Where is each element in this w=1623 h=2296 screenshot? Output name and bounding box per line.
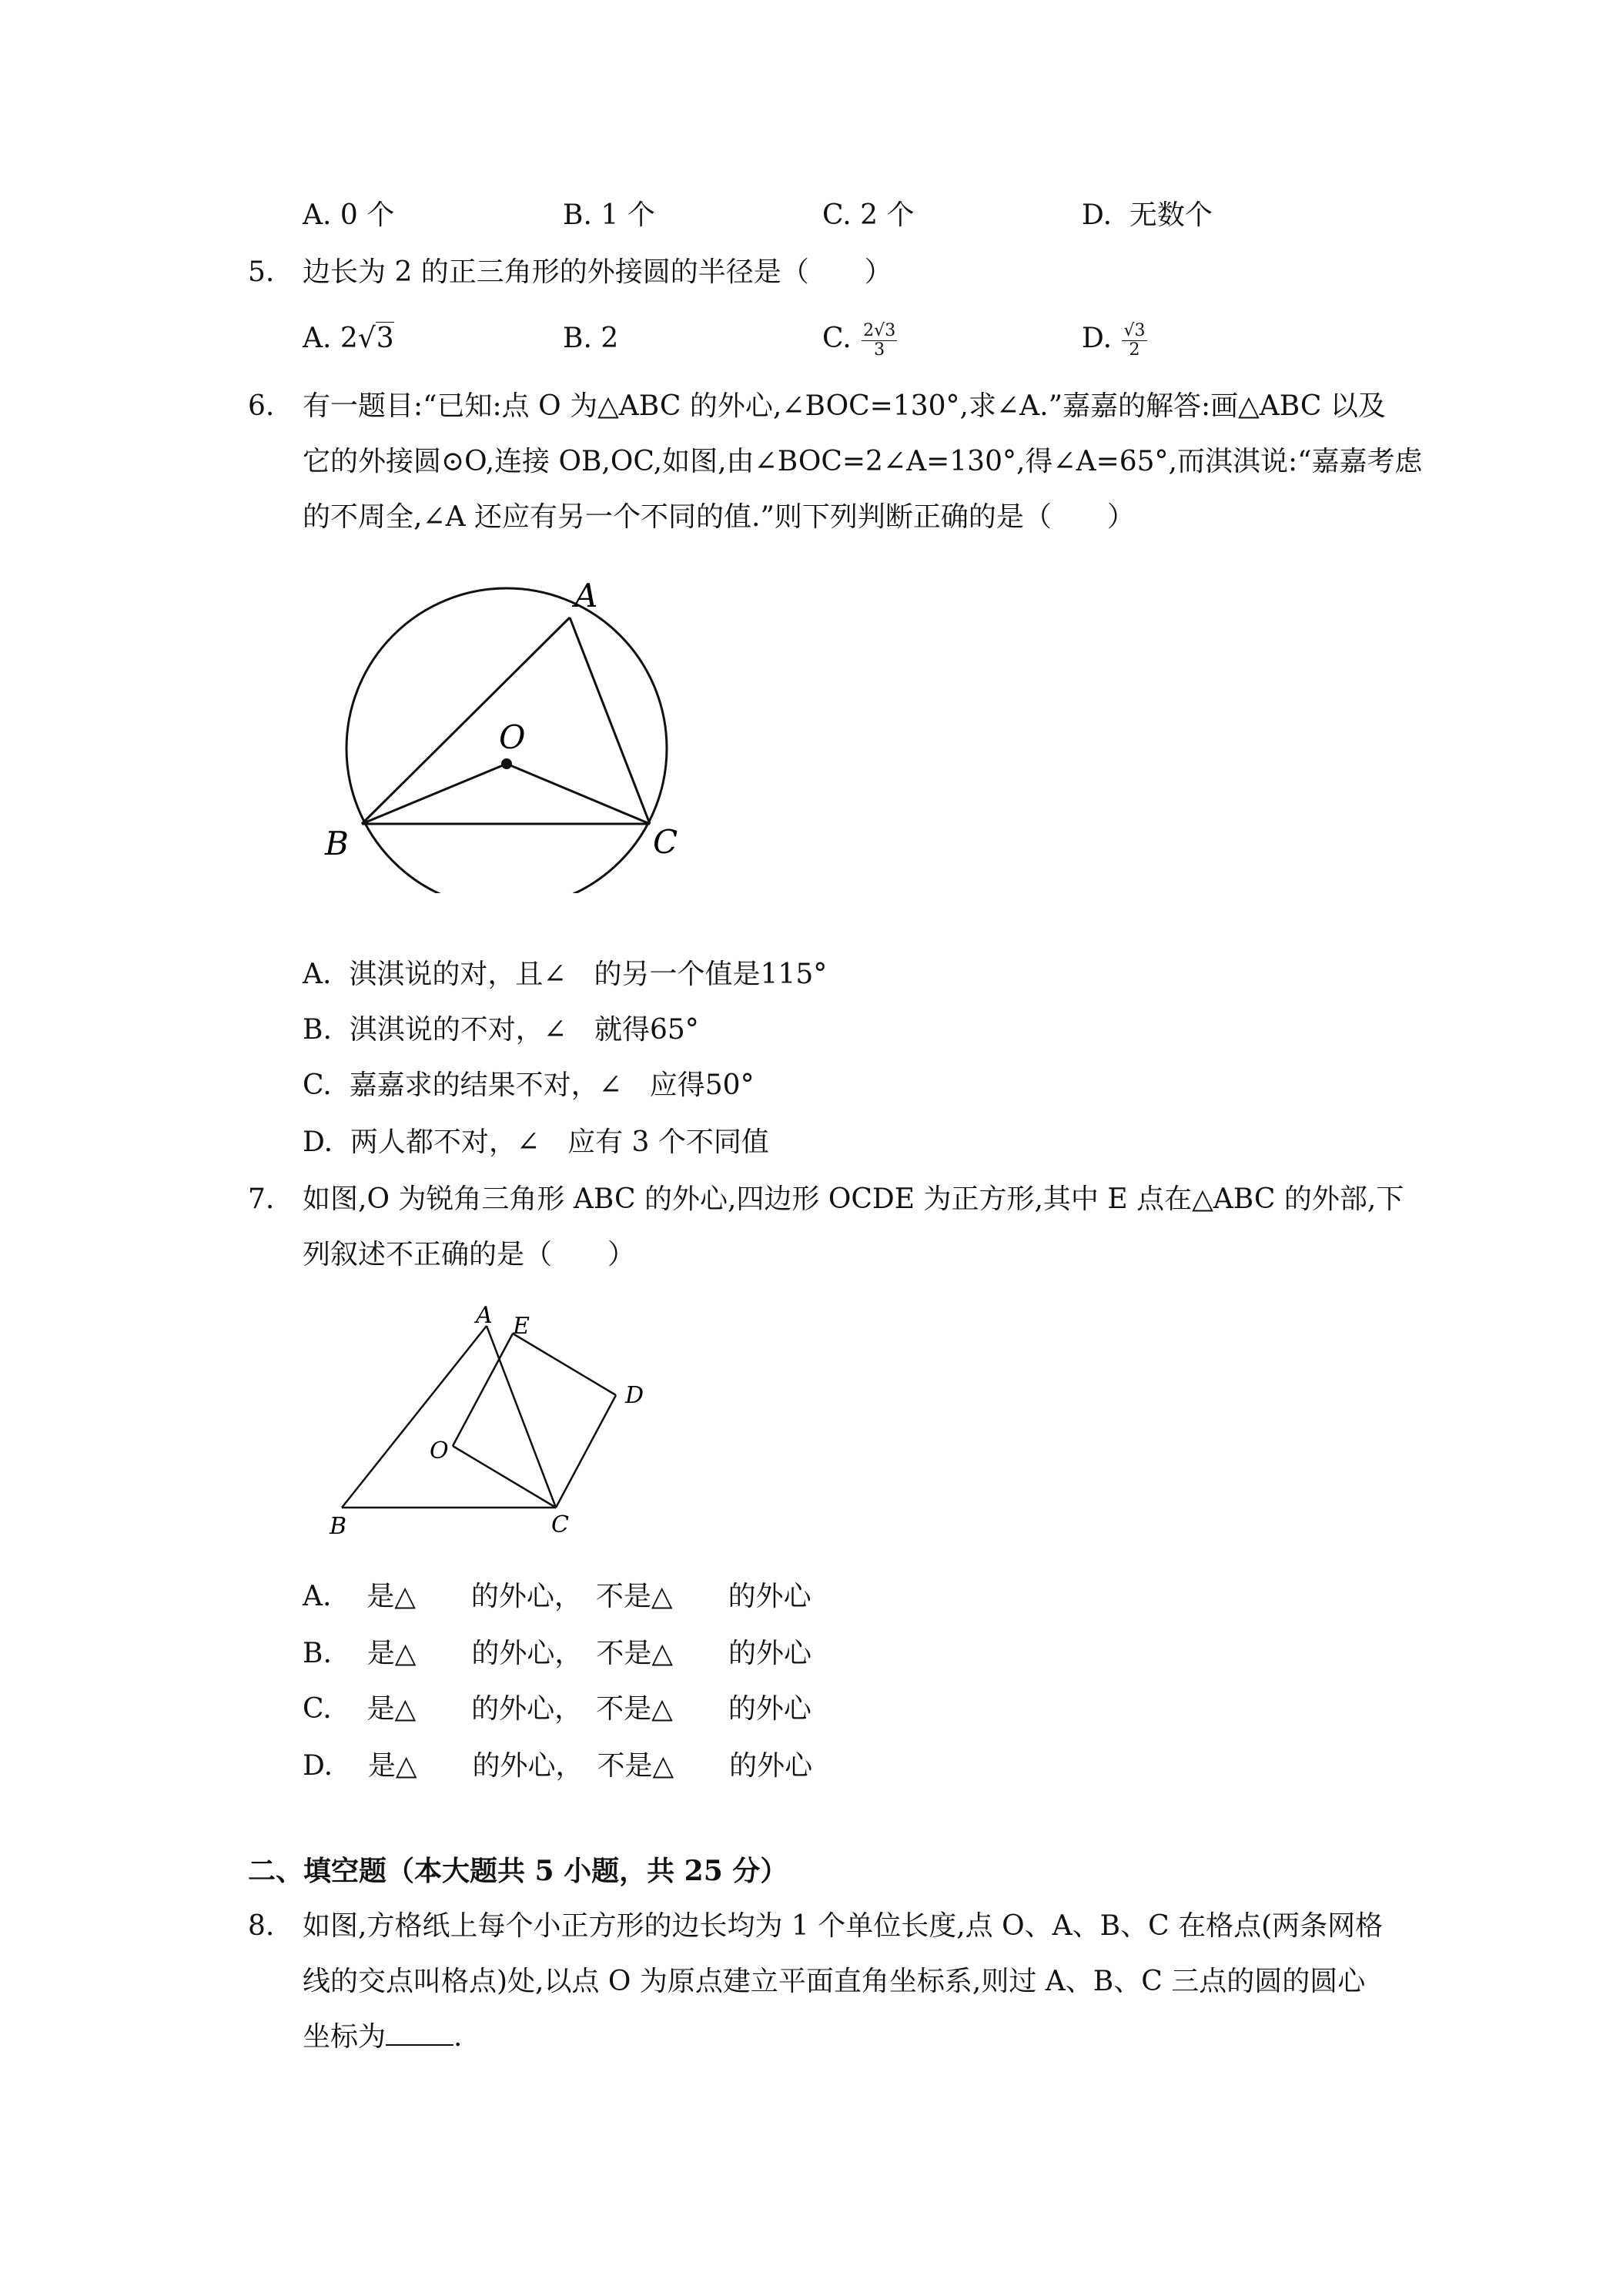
q5-option-b: B. 2	[563, 323, 619, 354]
q6-option-a: A. 淇淇说的对，且∠ 的另一个值是115°	[303, 959, 828, 990]
q5-option-c: C. $\frac{2√3}{3}$	[822, 320, 896, 360]
q7-option-b: B. 是△ 的外心， 不是△ 的外心	[303, 1638, 812, 1669]
q8-stem-line-1: 如图,方格纸上每个小正方形的边长均为 1 个单位长度,点 O、A、B、C 在格点(两条网格	[303, 1910, 1384, 1942]
q5-stem: 边长为 2 的正三角形的外接圆的半径是（ ）	[303, 256, 892, 288]
q4-option-a: A. 0 个	[303, 199, 395, 231]
q7-figure-square	[308, 1294, 662, 1548]
label-a: A	[476, 1302, 493, 1329]
q8-stem-line-3: 坐标为 .	[303, 2021, 463, 2053]
answer-blank[interactable]	[386, 2021, 453, 2046]
center-point	[501, 758, 512, 769]
label-b: B	[330, 1513, 347, 1540]
q6-option-d: D. 两人都不对，∠ 应有 3 个不同值	[303, 1126, 769, 1158]
label-o: O	[499, 718, 526, 756]
section-title: 二、填空题（本大题共 5 小题，共 25 分）	[248, 1855, 788, 1887]
q7-option-d: D. 是△ 的外心， 不是△ 的外心	[303, 1750, 813, 1782]
q8-stem-line-2: 线的交点叫格点)处,以点 O 为原点建立平面直角坐标系,则过 A、B、C 三点的圆的圆心	[303, 1966, 1366, 1997]
q4-option-d: D. 无数个	[1082, 199, 1213, 231]
q5-option-c-fraction: $\frac{2√3}{3}$	[863, 320, 896, 360]
q6-stem-line-1: 有一题目:“已知:点 O 为△ABC 的外心,∠BOC=130°,求∠A.”嘉嘉的解答:画△ABC 以及	[303, 390, 1386, 422]
q4-option-b: B. 1 个	[563, 199, 655, 231]
q5-option-a: A. 2√3	[303, 323, 394, 354]
label-a: A	[574, 577, 598, 614]
q4-option-c: C. 2 个	[822, 199, 915, 231]
q7-number: 7.	[248, 1183, 275, 1215]
q6-option-c: C. 嘉嘉求的结果不对，∠ 应得50°	[303, 1069, 755, 1101]
label-o: O	[430, 1438, 449, 1464]
label-c: C	[551, 1511, 569, 1538]
q7-stem-line-1: 如图,O 为锐角三角形 ABC 的外心,四边形 OCDE 为正方形,其中 E 点在△ABC 的外部,下	[303, 1183, 1404, 1215]
label-c: C	[653, 823, 678, 861]
q5-number: 5.	[248, 256, 275, 288]
q8-number: 8.	[248, 1910, 275, 1942]
q6-stem-line-3: 的不周全,∠A 还应有另一个不同的值.”则下列判断正确的是（ ）	[303, 501, 1135, 533]
q6-number: 6.	[248, 390, 275, 422]
label-b: B	[325, 825, 349, 862]
q7-option-a: A. 是△ 的外心， 不是△ 的外心	[303, 1581, 812, 1612]
q6-stem-line-2: 它的外接圆⊙O,连接 OB,OC,如图,由∠BOC=2∠A=130°,得∠A=65°,而淇淇说:“嘉嘉考虑	[303, 446, 1423, 477]
q6-figure-circle	[308, 570, 708, 893]
q5-option-d-fraction: $\frac{√3}{2}$	[1123, 320, 1146, 360]
q5-option-d: D. $\frac{√3}{2}$	[1082, 320, 1146, 360]
label-e: E	[513, 1313, 530, 1340]
q7-option-c: C. 是△ 的外心， 不是△ 的外心	[303, 1693, 812, 1725]
label-d: D	[625, 1382, 644, 1409]
q7-stem-line-2: 列叙述不正确的是（ ）	[303, 1239, 636, 1270]
q6-option-b: B. 淇淇说的不对，∠ 就得65°	[303, 1014, 699, 1046]
